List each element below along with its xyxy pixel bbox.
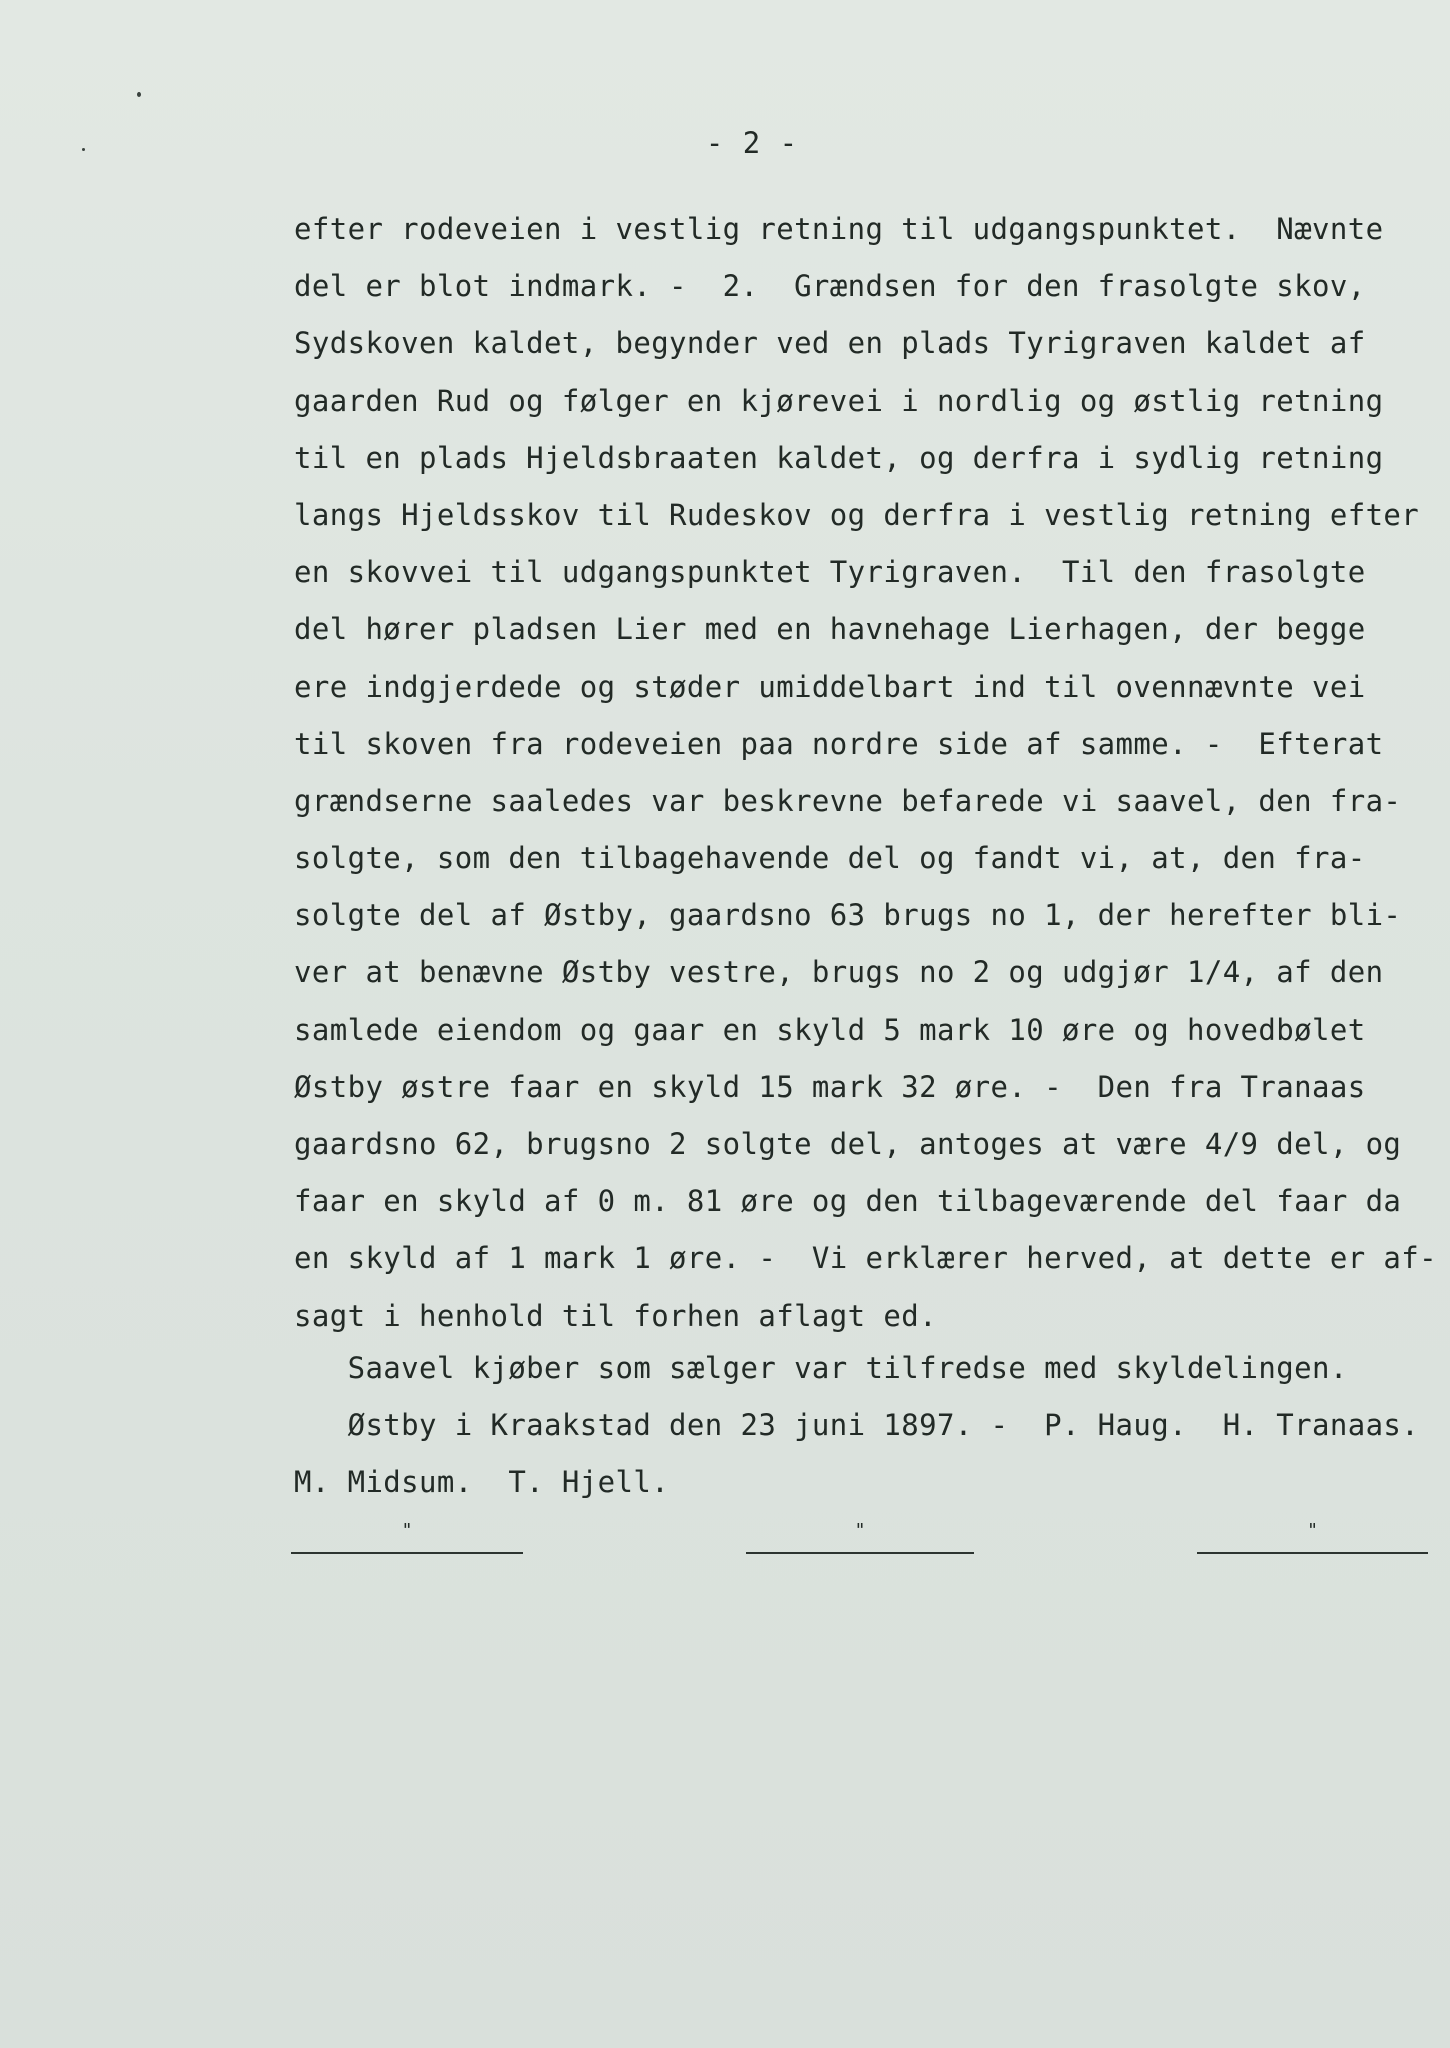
closing-section xyxy=(294,1348,1419,1520)
signature-line: M. Midsum. T. Hjell. xyxy=(294,1465,670,1500)
ditto-line: " xyxy=(291,1524,523,1554)
text-line: solgte del af Østby, gaardsno 63 brugs no 1, der herefter bli- xyxy=(294,898,1402,933)
text-line: del hører pladsen Lier med en havnehage Lierhagen, der begge xyxy=(294,612,1366,647)
text-line: solgte, som den tilbagehavende del og fandt vi, at, den fra- xyxy=(294,841,1366,876)
text-line: en skovvei til udgangspunktet Tyrigraven. Til den frasolgte xyxy=(294,555,1366,590)
text-line: sagt i henhold til forhen aflagt ed. xyxy=(294,1298,937,1333)
text-line: Sydskoven kaldet, begynder ved en plads Tyrigraven kaldet af xyxy=(294,326,1366,361)
text-line: efter rodeveien i vestlig retning til udgangspunktet. Nævnte xyxy=(294,212,1384,246)
text-line: til skoven fra rodeveien paa nordre side af samme. - Efterat xyxy=(294,726,1384,761)
text-line: del er blot indmark. - 2. Grændsen for den frasolgte skov, xyxy=(294,269,1366,304)
ditto-line: " xyxy=(746,1524,974,1554)
text-line: til en plads Hjeldsbraaten kaldet, og derfra i sydlig retning xyxy=(294,440,1384,475)
text-line: samlede eiendom og gaar en skyld 5 mark 10 øre og hovedbølet xyxy=(294,1012,1366,1047)
text-line: gaardsno 62, brugsno 2 solgte del, antoges at være 4/9 del, og xyxy=(294,1127,1402,1161)
closing-line: Saavel kjøber som sælger var tilfredse med skyldelingen. xyxy=(294,1351,1348,1385)
text-line: gaarden Rud og følger en kjørevei i nordlig og østlig retning xyxy=(294,383,1384,418)
text-line: ere indgjerdede og støder umiddelbart ind til ovennævnte vei xyxy=(294,669,1366,704)
text-line: grændserne saaledes var beskrevne befarede vi saavel, den fra- xyxy=(294,783,1402,818)
ditto-line: " xyxy=(1197,1524,1428,1554)
page-number: - 2 - xyxy=(705,126,799,160)
document-body xyxy=(294,209,1438,1353)
text-line: ver at benævne Østby vestre, brugs no 2 og udgjør 1/4, af den xyxy=(294,955,1384,990)
signature-line: Østby i Kraakstad den 23 juni 1897. - P. Haug. H. Tranaas. xyxy=(294,1408,1420,1443)
text-line: Østby østre faar en skyld 15 mark 32 øre. - Den fra Tranaas xyxy=(294,1069,1366,1104)
ink-speck xyxy=(137,92,141,97)
text-line: en skyld af 1 mark 1 øre. - Vi erklærer herved, at dette er af- xyxy=(294,1241,1438,1276)
text-line: faar en skyld af 0 m. 81 øre og den tilbageværende del faar da xyxy=(294,1184,1402,1219)
text-line: langs Hjeldsskov til Rudeskov og derfra i vestlig retning efter xyxy=(294,497,1420,532)
